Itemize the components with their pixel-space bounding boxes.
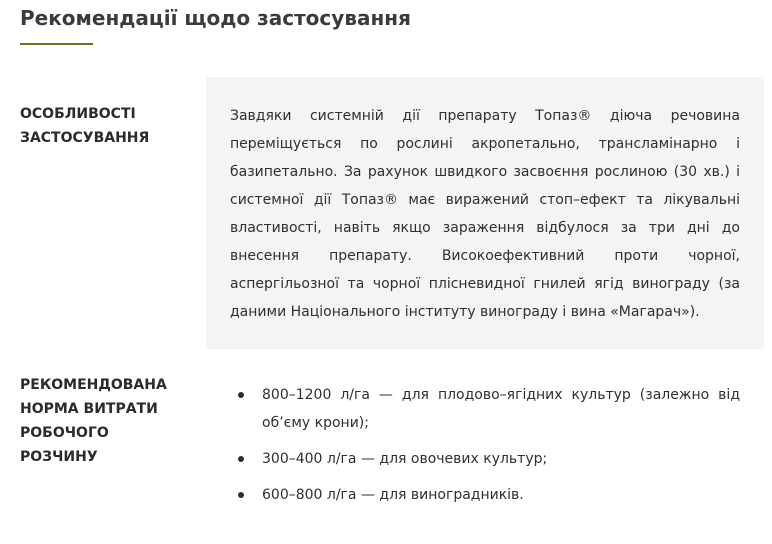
list-item [230, 445, 740, 473]
list-item-text: 800–1200 л/га — для плодово–ягідних культур (залежно від об’єму крони); [262, 387, 740, 431]
title-underline [20, 43, 93, 45]
norm-label: РЕКОМЕНДОВАНА НОРМА ВИТРАТИ РОБОЧОГО РОЗЧИНУ [20, 377, 167, 465]
norm-list-block [230, 381, 740, 517]
bullet-icon [238, 392, 244, 398]
bullet-icon [238, 456, 244, 462]
list-item [230, 481, 740, 509]
list-item-text: 300–400 л/га — для овочевих культур; [262, 451, 548, 467]
list-item [230, 381, 740, 437]
features-text: Завдяки системній дії препарату Топаз® діюча речовина переміщується по рослині акропетально, трансламінарно і базипетально. За рахунок швидкого засвоєння рослиною (30 хв.) і системної дії Топаз® має виражений стоп–ефект та лікувальні властивості, навіть якщо зараження відбулося за три дні до внесення препарату. Високоефективний проти чорної, аспергільозної та чорної плісневидної гнилей ягід винограду (за даними Національного інституту винограду і вина «Магарач»). [230, 108, 740, 320]
section-title: Рекомендації щодо застосування [20, 6, 411, 30]
features-label: ОСОБЛИВОСТІ ЗАСТОСУВАННЯ [20, 106, 150, 146]
list-item-text: 600–800 л/га — для виноградників. [262, 487, 524, 503]
norm-list [230, 381, 740, 509]
features-panel [206, 77, 764, 349]
bullet-icon [238, 492, 244, 498]
